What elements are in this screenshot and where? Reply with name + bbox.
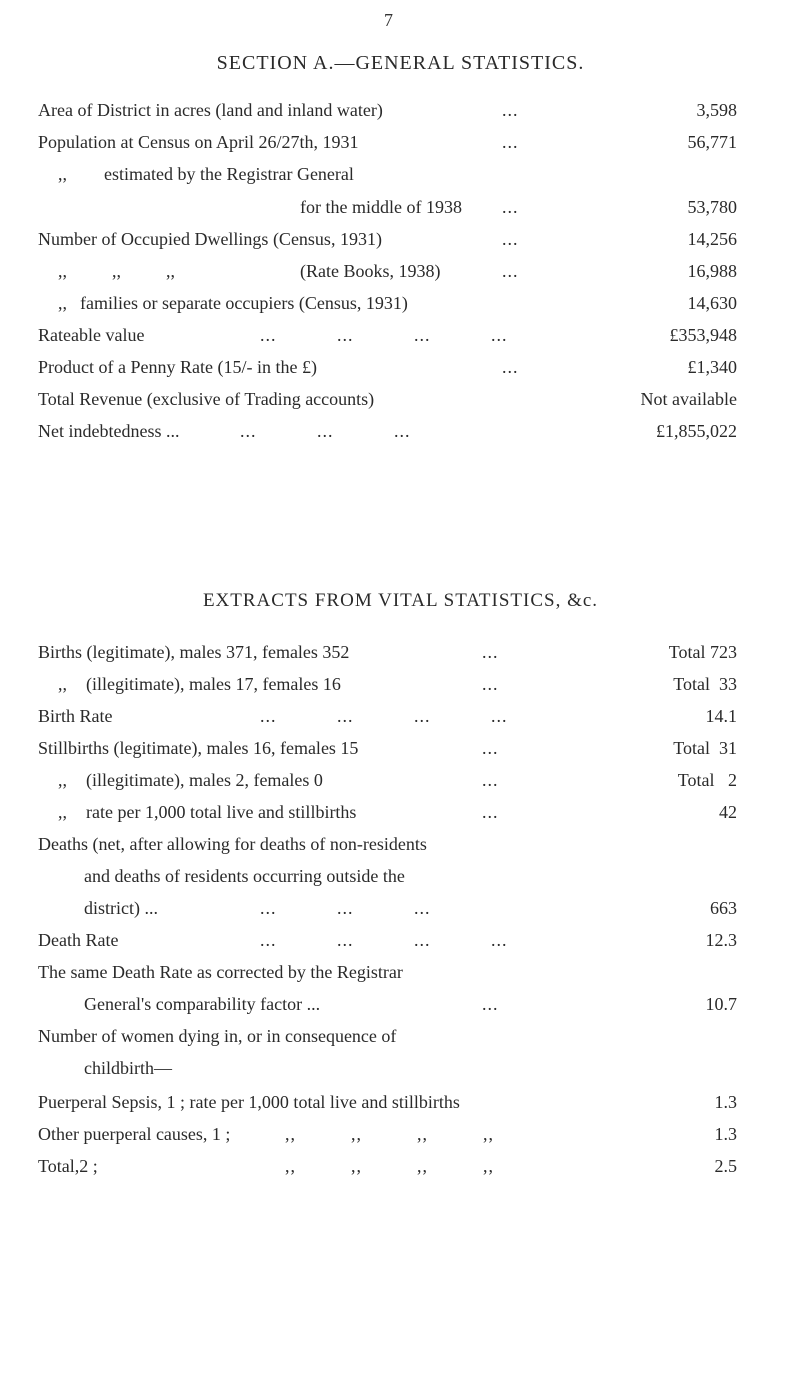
stat-label: district) ... <box>84 898 158 918</box>
stat-row <box>0 994 801 1026</box>
leader-dots: ... <box>502 132 519 152</box>
leader-dots: ... <box>482 642 499 662</box>
stat-row <box>0 962 801 994</box>
stat-row <box>0 834 801 866</box>
stat-row <box>0 930 801 962</box>
stat-label: and deaths of residents occurring outside the <box>84 866 405 886</box>
stat-label: Number of women dying in, or in consequence of <box>38 1026 397 1046</box>
stat-row <box>0 293 801 325</box>
stat-row <box>0 738 801 770</box>
stat-label: (illegitimate), males 17, females 16 <box>86 674 341 694</box>
leader-dots: ... ... ... <box>240 421 411 441</box>
leader-dots: ... <box>482 802 499 822</box>
stat-value: £1,855,022 <box>656 421 737 441</box>
stat-row <box>0 421 801 453</box>
vital-statistics-heading: EXTRACTS FROM VITAL STATISTICS, &c. <box>202 590 599 611</box>
stat-label: (Rate Books, 1938) <box>300 261 441 281</box>
stat-value: 14,256 <box>687 229 737 249</box>
page-number: 7 <box>384 10 393 30</box>
stat-row <box>0 164 801 196</box>
leader-dots: ... <box>482 770 499 790</box>
stat-value: Total 33 <box>673 674 737 694</box>
stat-row <box>0 261 801 293</box>
stat-label: childbirth— <box>84 1058 172 1078</box>
leader-dots: ... <box>502 261 519 281</box>
stat-label: Deaths (net, after allowing for deaths of non-residents <box>38 834 427 854</box>
leader-dots: ... <box>502 229 519 249</box>
stat-label: Area of District in acres (land and inland water) <box>38 100 383 120</box>
ditto-mark: ,, <box>58 770 67 790</box>
stat-value: 1.3 <box>714 1124 737 1144</box>
stat-label: Total Revenue (exclusive of Trading accounts) <box>38 389 375 409</box>
stat-row <box>0 100 801 132</box>
stat-value: 56,771 <box>687 132 737 152</box>
stat-value: 14,630 <box>687 293 737 313</box>
stat-value: 14.1 <box>705 706 737 726</box>
leader-dots: ... <box>502 197 519 217</box>
stat-value: 2.5 <box>714 1156 737 1176</box>
ditto-mark: ,, ,, ,, <box>58 261 175 281</box>
stat-row <box>0 642 801 674</box>
stat-label: Death Rate <box>38 930 119 950</box>
stat-value: Total 31 <box>673 738 737 758</box>
stat-row <box>0 357 801 389</box>
leader-dots: ... <box>482 994 499 1014</box>
ditto-mark: ,, <box>58 293 67 313</box>
stat-row <box>0 770 801 802</box>
stat-value: 10.7 <box>705 994 737 1014</box>
stat-value: Total 2 <box>677 770 737 790</box>
leader-dots: ... ... ... <box>260 898 431 918</box>
stat-value: 12.3 <box>705 930 737 950</box>
stat-label: Total,2 ; <box>38 1156 98 1176</box>
stat-value: £1,340 <box>687 357 737 377</box>
stat-label: Births (legitimate), males 371, females 352 <box>38 642 350 662</box>
stat-label: The same Death Rate as corrected by the Registrar <box>38 962 403 982</box>
leader-dots: ... <box>502 100 519 120</box>
stat-label: Stillbirths (legitimate), males 16, females 15 <box>38 738 359 758</box>
leader-dots: ,, ,, ,, ,, <box>285 1156 494 1176</box>
stat-row <box>0 802 801 834</box>
stat-row <box>0 706 801 738</box>
stat-label: Net indebtedness ... <box>38 421 180 441</box>
stat-label: estimated by the Registrar General <box>104 164 354 184</box>
stat-value: £353,948 <box>669 325 737 345</box>
leader-dots: ... ... ... ... <box>260 706 508 726</box>
stat-label: Other puerperal causes, 1 ; <box>38 1124 231 1144</box>
stat-value: Not available <box>640 389 737 409</box>
stat-label: Rateable value <box>38 325 145 345</box>
stat-row <box>0 325 801 357</box>
leader-dots: ,, ,, ,, ,, <box>285 1124 494 1144</box>
stat-value: Total 723 <box>668 642 737 662</box>
stat-label: families or separate occupiers (Census, 1931) <box>80 293 408 313</box>
leader-dots: ... ... ... ... <box>260 930 508 950</box>
stat-label: for the middle of 1938 <box>300 197 462 217</box>
stat-row <box>0 1026 801 1058</box>
stat-value: 42 <box>719 802 737 822</box>
ditto-mark: ,, <box>58 802 67 822</box>
stat-label: Population at Census on April 26/27th, 1931 <box>38 132 359 152</box>
leader-dots: ... <box>502 357 519 377</box>
ditto-mark: ,, <box>58 674 67 694</box>
stat-row <box>0 389 801 421</box>
stat-row <box>0 674 801 706</box>
ditto-mark: ,, <box>58 164 67 184</box>
stat-row <box>0 1092 801 1124</box>
stat-label: Product of a Penny Rate (15/- in the £) <box>38 357 317 377</box>
stat-row <box>0 898 801 930</box>
stat-label: General's comparability factor ... <box>84 994 321 1014</box>
stat-row <box>0 1124 801 1156</box>
stat-value: 3,598 <box>696 100 737 120</box>
stat-label: Birth Rate <box>38 706 113 726</box>
stat-label: Number of Occupied Dwellings (Census, 1931) <box>38 229 382 249</box>
stat-row <box>0 229 801 261</box>
leader-dots: ... <box>482 674 499 694</box>
stat-value: 53,780 <box>687 197 737 217</box>
leader-dots: ... <box>482 738 499 758</box>
stat-row <box>0 197 801 229</box>
section-heading: SECTION A.—GENERAL STATISTICS. <box>216 52 585 74</box>
stat-label: (illegitimate), males 2, females 0 <box>86 770 323 790</box>
stat-row <box>0 866 801 898</box>
stat-label: rate per 1,000 total live and stillbirths <box>86 802 357 822</box>
stat-row <box>0 1156 801 1188</box>
stat-label: Puerperal Sepsis, 1 ; rate per 1,000 total live and stillbirths <box>38 1092 460 1112</box>
stat-row <box>0 1058 801 1090</box>
stat-value: 16,988 <box>687 261 737 281</box>
stat-value: 663 <box>710 898 737 918</box>
stat-value: 1.3 <box>714 1092 737 1112</box>
stat-row <box>0 132 801 164</box>
leader-dots: ... ... ... ... <box>260 325 508 345</box>
